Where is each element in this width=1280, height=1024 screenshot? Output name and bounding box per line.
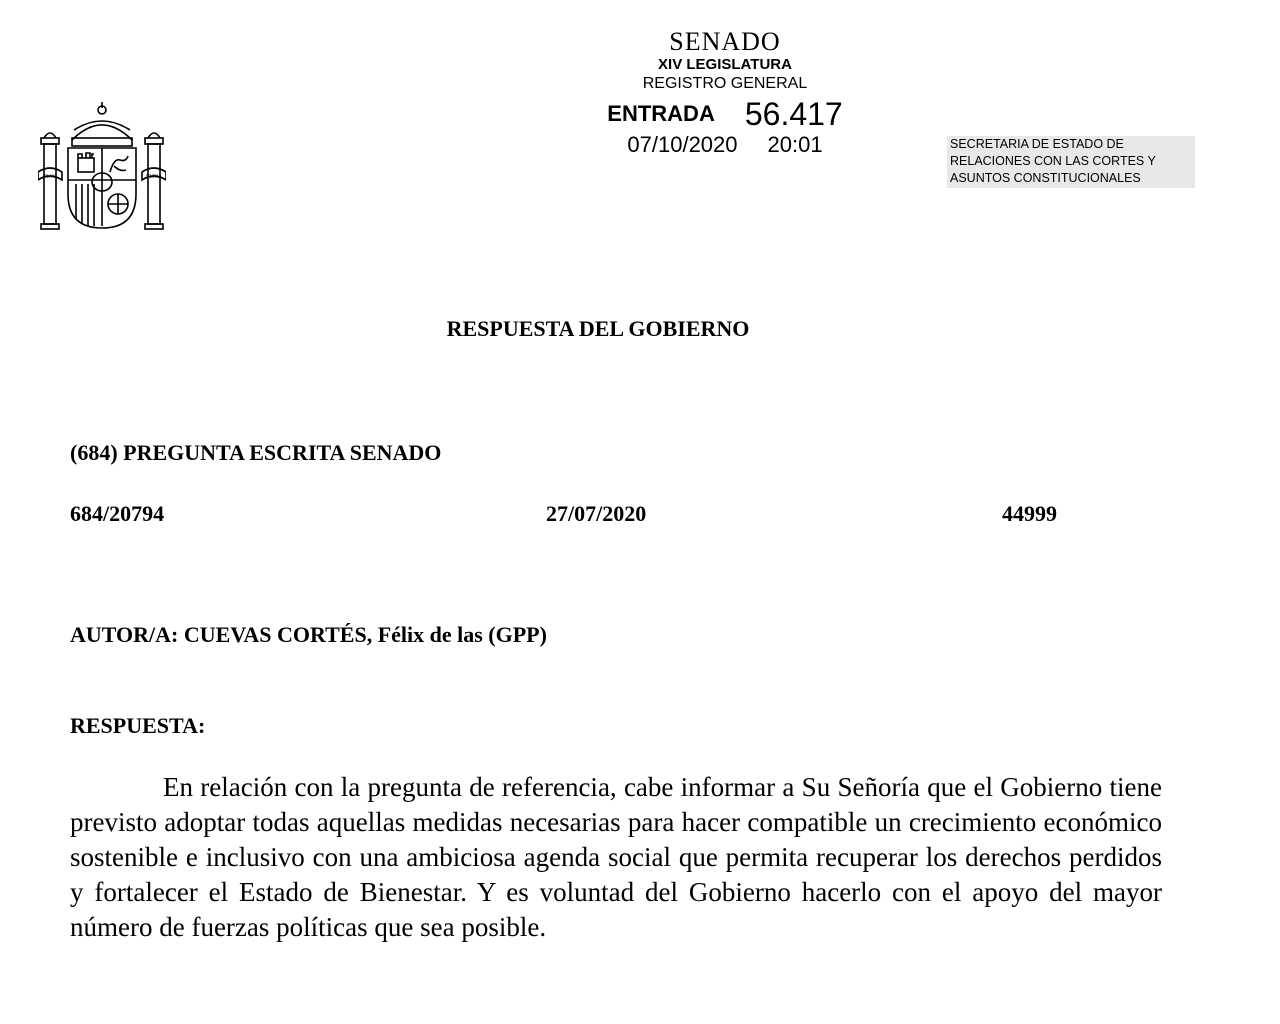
reference-id: 44999 — [1002, 501, 1057, 526]
secretaria-line: RELACIONES CON LAS CORTES Y — [950, 154, 1156, 168]
response-label: RESPUESTA: — [70, 713, 206, 738]
author-line: AUTOR/A: CUEVAS CORTÉS, Félix de las (GPP) — [70, 622, 547, 647]
stamp-date-row — [560, 130, 890, 160]
stamp-entry-row — [560, 94, 890, 134]
stamp-date: 07/10/2020 — [627, 132, 738, 157]
reference-date: 27/07/2020 — [546, 501, 647, 526]
secretaria-label-box — [947, 136, 1195, 188]
spain-coat-of-arms-icon — [38, 100, 166, 232]
secretaria-line: SECRETARIA DE ESTADO DE — [950, 137, 1124, 151]
response-paragraph: En relación con la pregunta de referencia, cabe informar a Su Señoría que el Gobierno tiene previsto adoptar todas aquellas medidas necesarias para hacer compatible un crecimiento económico sostenible e inclusivo con una ambiciosa agenda social que permita recuperar los derechos perdidos y fortalecer el Estado de Bienestar. Y es voluntad del Gobierno hacerlo con el apoyo del mayor número de fuerzas políticas que sea posible. — [70, 772, 1162, 942]
reference-number: 684/20794 — [70, 501, 165, 526]
stamp-legislature: XIV LEGISLATURA — [658, 56, 792, 73]
document-title: RESPUESTA DEL GOBIERNO — [446, 316, 750, 341]
motto-right: VLTRA — [145, 175, 163, 180]
stamp-entry-label: ENTRADA — [607, 101, 715, 126]
stamp-institution: SENADO — [669, 27, 781, 56]
stamp-registry: REGISTRO GENERAL — [642, 75, 808, 92]
secretaria-line: ASUNTOS CONSTITUCIONALES — [950, 171, 1141, 185]
question-type: (684) PREGUNTA ESCRITA SENADO — [70, 440, 442, 465]
motto-left: PLVS — [44, 175, 56, 180]
stamp-entry-number: 56.417 — [744, 96, 843, 132]
stamp-time: 20:01 — [767, 132, 823, 157]
